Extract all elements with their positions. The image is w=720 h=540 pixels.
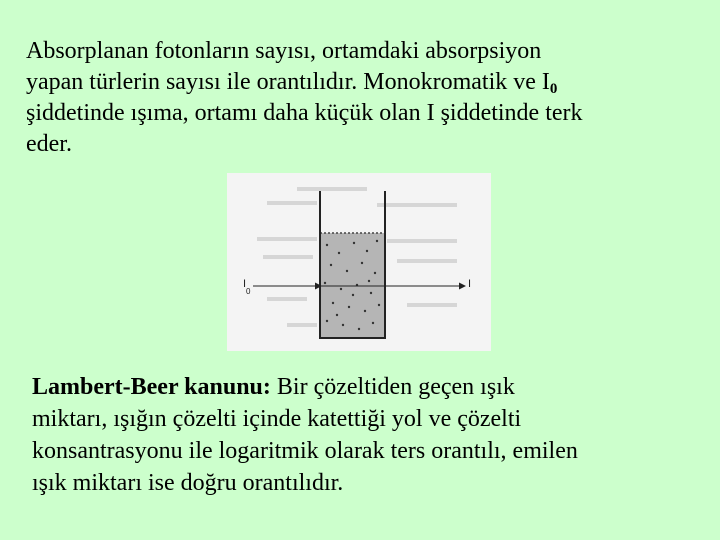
law-line-4: ışık miktarı ise doğru orantılıdır.	[32, 470, 344, 496]
law-line-3: konsantrasyonu ile logaritmik olarak ters orantılı, emilen	[32, 438, 578, 464]
cuvette-illustration	[227, 173, 491, 351]
intensity-subscript: 0	[549, 81, 558, 97]
intro-line-3: şiddetinde ışıma, ortamı daha küçük olan I şiddetinde terk	[26, 100, 583, 126]
incident-label-subscript: 0	[246, 287, 251, 296]
incident-label: I	[243, 278, 247, 290]
intro-paragraph	[26, 36, 706, 160]
transmitted-label: I	[468, 278, 472, 290]
lambert-beer-paragraph	[32, 371, 702, 499]
intro-line-1: Absorplanan fotonların sayısı, ortamdaki absorpsiyon	[26, 38, 542, 64]
law-term: Lambert-Beer kanunu:	[32, 374, 271, 400]
law-line-2: miktarı, ışığın çözelti içinde katettiği yol ve çözelti	[32, 406, 522, 432]
intro-line-2: yapan türlerin sayısı ile orantılıdır. Monokromatik ve I	[26, 69, 550, 95]
absorption-diagram	[227, 173, 491, 351]
intro-line-4: eder.	[26, 131, 72, 157]
transmitted-arrowhead	[459, 283, 466, 290]
law-line-1: Bir çözeltiden geçen ışık	[270, 374, 515, 400]
